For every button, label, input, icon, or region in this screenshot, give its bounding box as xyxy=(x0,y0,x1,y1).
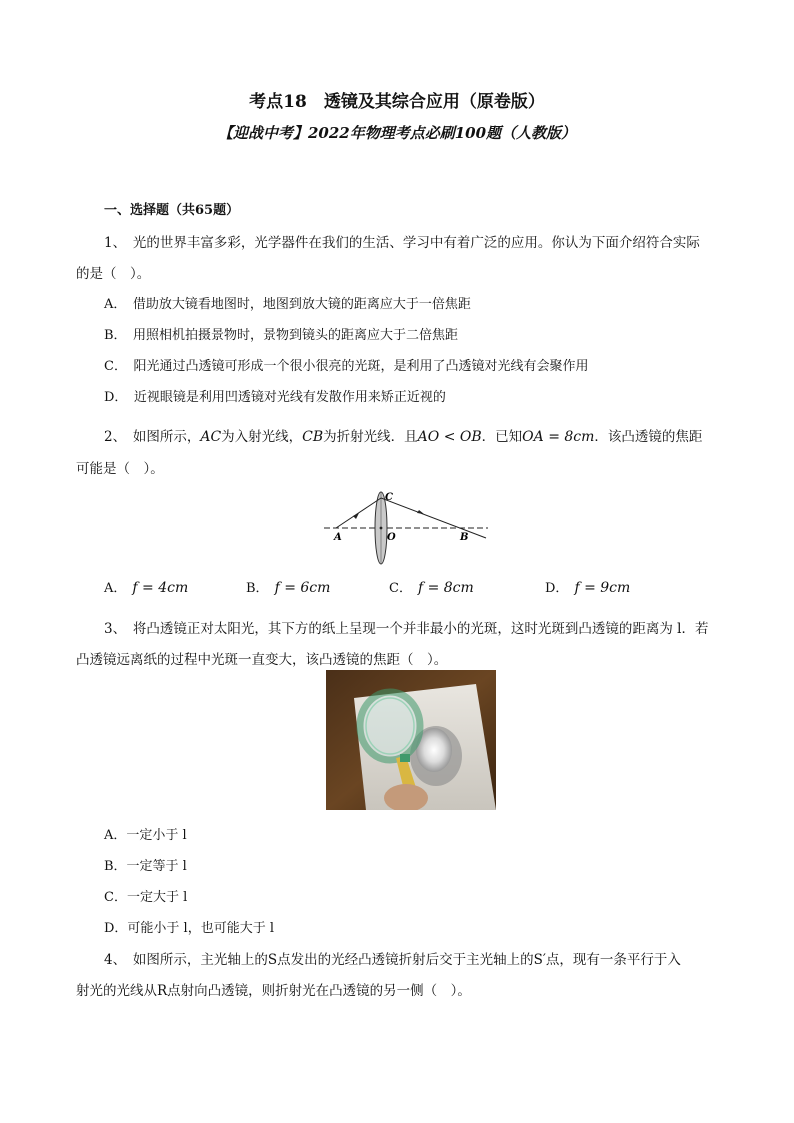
option-a-math: f = 4cm xyxy=(132,580,189,596)
question-2-number: 2、 如图所示， xyxy=(104,429,201,445)
lens-diagram xyxy=(320,488,492,570)
question-1-option-a: A． 借助放大镜看地图时，地图到放大镜的距离应大于一倍焦距 xyxy=(104,297,471,312)
question-3-option-d: D．可能小于 l，也可能大于 l xyxy=(104,921,275,936)
question-2-line-1 xyxy=(104,425,702,445)
option-b-math: f = 6cm xyxy=(274,580,331,596)
label-c: C xyxy=(385,492,393,503)
label-b: B xyxy=(460,532,469,543)
magnifier-photo-art xyxy=(326,670,496,810)
section-heading: 一、选择题（共65题） xyxy=(104,203,240,218)
math-ao-lt-ob: AO < OB xyxy=(417,429,482,445)
option-d-math: f = 9cm xyxy=(574,580,631,596)
question-2-text-1: 为入射光线， xyxy=(221,429,303,445)
question-3-line-2: 凸透镜远离纸的过程中光斑一直变大，该凸透镜的焦距（ ）。 xyxy=(76,652,448,668)
option-letter-c: C． xyxy=(389,581,412,596)
question-2-option-c xyxy=(389,577,474,596)
question-1-line-2: 的是（ ）。 xyxy=(76,266,151,282)
question-1-line-1: 1、 光的世界丰富多彩，光学器件在我们的生活、学习中有着广泛的应用。你认为下面介绍符合实际 xyxy=(104,235,700,251)
math-oa-8cm: OA = 8cm xyxy=(522,429,595,445)
question-2-text-3: ．已知 xyxy=(481,429,523,445)
optical-center-dot xyxy=(380,527,383,530)
magnifier-photo xyxy=(326,670,496,810)
math-ac: AC xyxy=(200,429,222,445)
question-3-line-1: 3、 将凸透镜正对太阳光，其下方的纸上呈现一个并非最小的光斑，这时光斑到凸透镜的距离为 l．若 xyxy=(104,621,709,637)
option-c-math: f = 8cm xyxy=(417,580,474,596)
question-2-text-4: ．该凸透镜的焦距 xyxy=(594,429,703,445)
math-cb: CB xyxy=(302,429,324,445)
question-2-option-a xyxy=(104,577,188,596)
incident-ray xyxy=(336,498,381,528)
refracted-ray-arrow xyxy=(417,510,424,514)
question-2-text-2: 为折射光线．且 xyxy=(323,429,418,445)
question-3-option-a: A．一定小于 l xyxy=(104,828,187,843)
question-4-line-1: 4、 如图所示，主光轴上的S点发出的光经凸透镜折射后交于主光轴上的S′点，现有一条平行于入 xyxy=(104,952,681,968)
question-2-option-d xyxy=(545,577,630,596)
question-4-line-2: 射光的光线从R点射向凸透镜，则折射光在凸透镜的另一侧（ ）。 xyxy=(76,983,471,999)
question-3-option-c: C．一定大于 l xyxy=(104,890,188,905)
question-1-option-c: C． 阳光通过凸透镜可形成一个很小很亮的光斑，是利用了凸透镜对光线有会聚作用 xyxy=(104,359,589,374)
question-2-option-b xyxy=(246,577,330,596)
question-1-option-b: B． 用照相机拍摄景物时，景物到镜头的距离应大于二倍焦距 xyxy=(104,328,459,343)
label-a: A xyxy=(334,532,342,543)
question-1-option-d: D． 近视眼镜是利用凹透镜对光线有发散作用来矫正近视的 xyxy=(104,390,446,405)
page-subtitle: 【迎战中考】2022年物理考点必刷100题（人教版） xyxy=(217,124,577,142)
question-2-line-2: 可能是（ ）。 xyxy=(76,461,164,477)
question-3-option-b: B．一定等于 l xyxy=(104,859,187,874)
page-title: 考点18 透镜及其综合应用（原卷版） xyxy=(249,92,545,112)
option-letter-a: A． xyxy=(104,581,127,596)
option-letter-b: B． xyxy=(246,581,269,596)
option-letter-d: D． xyxy=(545,581,569,596)
label-o: O xyxy=(387,532,396,543)
incident-ray-arrow xyxy=(353,513,359,519)
refracted-ray xyxy=(381,498,486,538)
